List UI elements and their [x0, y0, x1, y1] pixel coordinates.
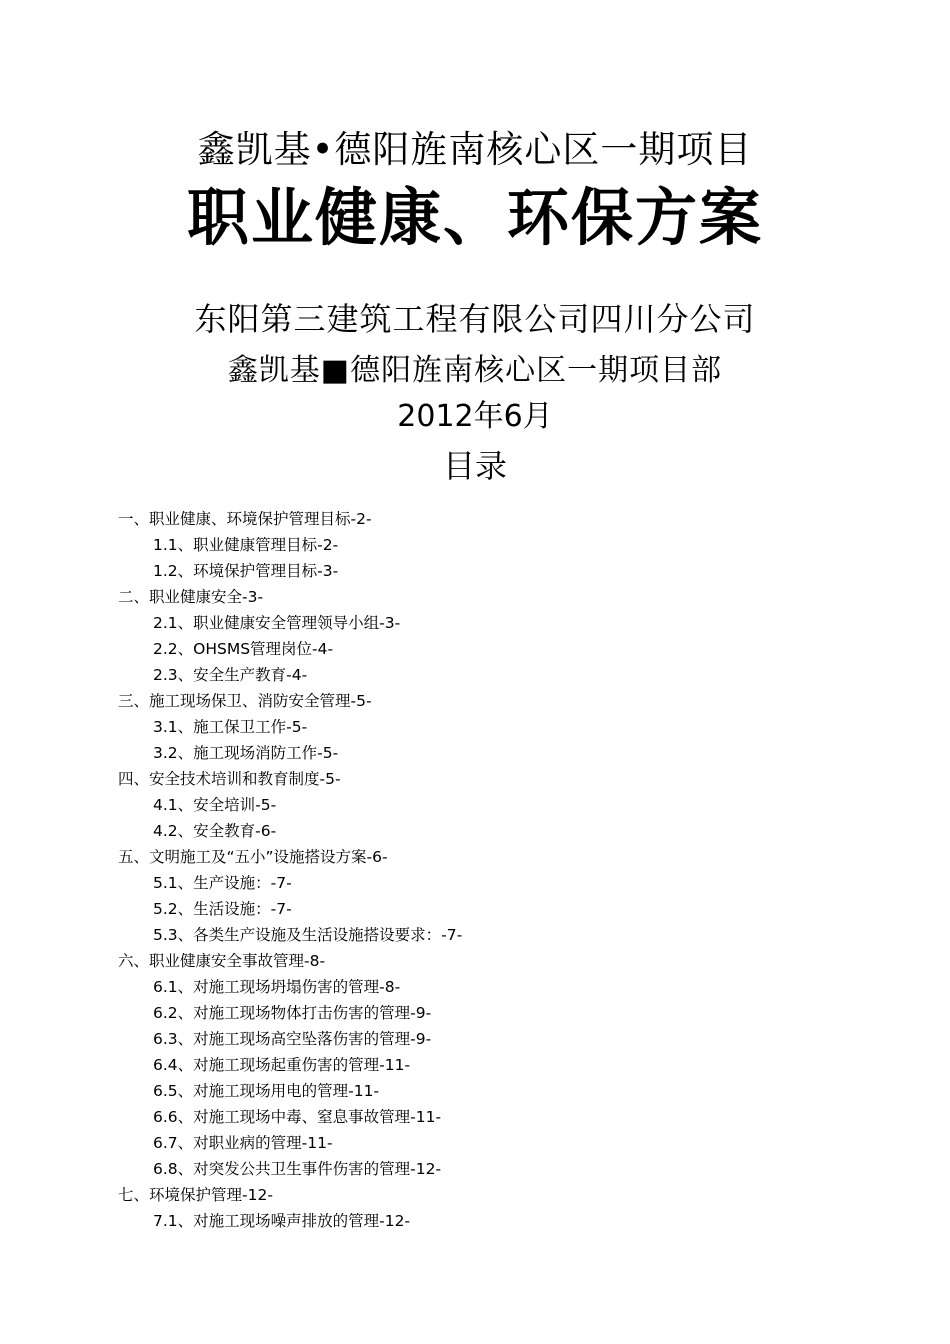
company-name: 东阳第三建筑工程有限公司四川分公司	[194, 300, 756, 338]
table-of-contents	[0, 506, 950, 1234]
toc-subsection-entry[interactable]: 2.3、安全生产教育-4-	[153, 666, 308, 684]
document-title: 职业健康、环保方案	[186, 181, 763, 254]
toc-subsection-entry[interactable]: 4.2、安全教育-6-	[153, 822, 277, 840]
toc-subsection-entry[interactable]: 6.4、对施工现场起重伤害的管理-11-	[153, 1056, 411, 1074]
toc-section-entry[interactable]: 三、施工现场保卫、消防安全管理-5-	[118, 692, 372, 710]
toc-subsection-entry[interactable]: 5.1、生产设施：-7-	[153, 874, 292, 892]
toc-subsection-entry[interactable]: 6.6、对施工现场中毒、窒息事故管理-11-	[153, 1108, 442, 1126]
toc-subsection-entry[interactable]: 2.1、职业健康安全管理领导小组-3-	[153, 614, 401, 632]
toc-heading: 目录	[442, 447, 507, 485]
toc-subsection-entry[interactable]: 1.2、环境保护管理目标-3-	[153, 562, 339, 580]
toc-subsection-entry[interactable]: 4.1、安全培训-5-	[153, 796, 277, 814]
toc-section-entry[interactable]: 二、职业健康安全-3-	[118, 588, 264, 606]
toc-subsection-entry[interactable]: 7.1、对施工现场噪声排放的管理-12-	[153, 1212, 411, 1230]
toc-subsection-entry[interactable]: 1.1、职业健康管理目标-2-	[153, 536, 339, 554]
toc-subsection-entry[interactable]: 5.3、各类生产设施及生活设施搭设要求：-7-	[153, 926, 463, 944]
toc-subsection-entry[interactable]: 6.2、对施工现场物体打击伤害的管理-9-	[153, 1004, 432, 1022]
toc-subsection-entry[interactable]: 6.7、对职业病的管理-11-	[153, 1134, 333, 1152]
toc-subsection-entry[interactable]: 6.5、对施工现场用电的管理-11-	[153, 1082, 380, 1100]
project-title: 鑫凯基•德阳旌南核心区一期项目	[197, 128, 753, 171]
toc-section-entry[interactable]: 七、环境保护管理-12-	[118, 1186, 273, 1204]
toc-subsection-entry[interactable]: 3.2、施工现场消防工作-5-	[153, 744, 339, 762]
toc-section-entry[interactable]: 一、职业健康、环境保护管理目标-2-	[118, 510, 372, 528]
toc-subsection-entry[interactable]: 6.3、对施工现场高空坠落伤害的管理-9-	[153, 1030, 432, 1048]
toc-section-entry[interactable]: 五、文明施工及“五小”设施搭设方案-6-	[118, 848, 388, 866]
toc-subsection-entry[interactable]: 3.1、施工保卫工作-5-	[153, 718, 308, 736]
document-date: 2012年6月	[397, 399, 553, 434]
toc-subsection-entry[interactable]: 6.8、对突发公共卫生事件伤害的管理-12-	[153, 1160, 442, 1178]
toc-subsection-entry[interactable]: 2.2、OHSMS管理岗位-4-	[153, 640, 334, 658]
toc-section-entry[interactable]: 四、安全技术培训和教育制度-5-	[118, 770, 341, 788]
toc-section-entry[interactable]: 六、职业健康安全事故管理-8-	[118, 952, 326, 970]
project-department: 鑫凯基■德阳旌南核心区一期项目部	[227, 353, 723, 388]
toc-subsection-entry[interactable]: 6.1、对施工现场坍塌伤害的管理-8-	[153, 978, 401, 996]
toc-subsection-entry[interactable]: 5.2、生活设施：-7-	[153, 900, 292, 918]
